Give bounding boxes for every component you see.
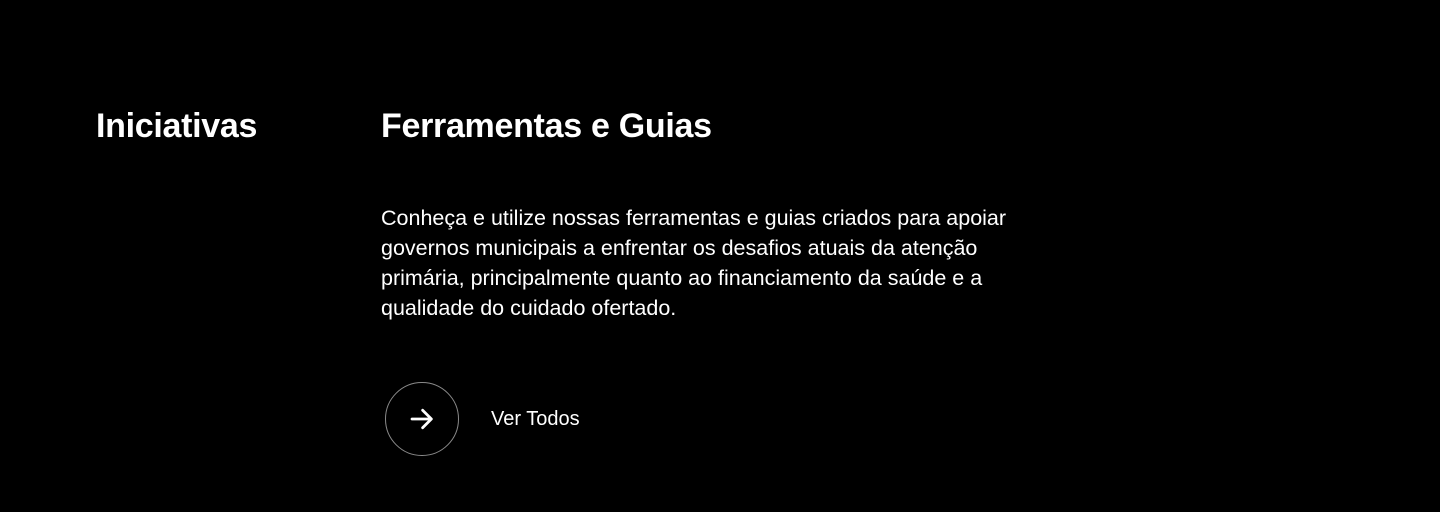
- see-all-link[interactable]: [385, 382, 580, 456]
- arrow-right-icon: [407, 404, 437, 434]
- content-block: [381, 104, 1061, 323]
- section-label: Iniciativas: [96, 107, 258, 145]
- content-title: Ferramentas e Guias: [381, 107, 712, 145]
- arrow-button[interactable]: [385, 382, 459, 456]
- see-all-label[interactable]: Ver Todos: [491, 408, 580, 430]
- content-description: Conheça e utilize nossas ferramentas e guias criados para apoiar governos municipais a enfrentar os desafios atuais da atenção primária, principalmente quanto ao financiamento da saúde e a qualidade do cuidado ofertado.: [381, 206, 1007, 320]
